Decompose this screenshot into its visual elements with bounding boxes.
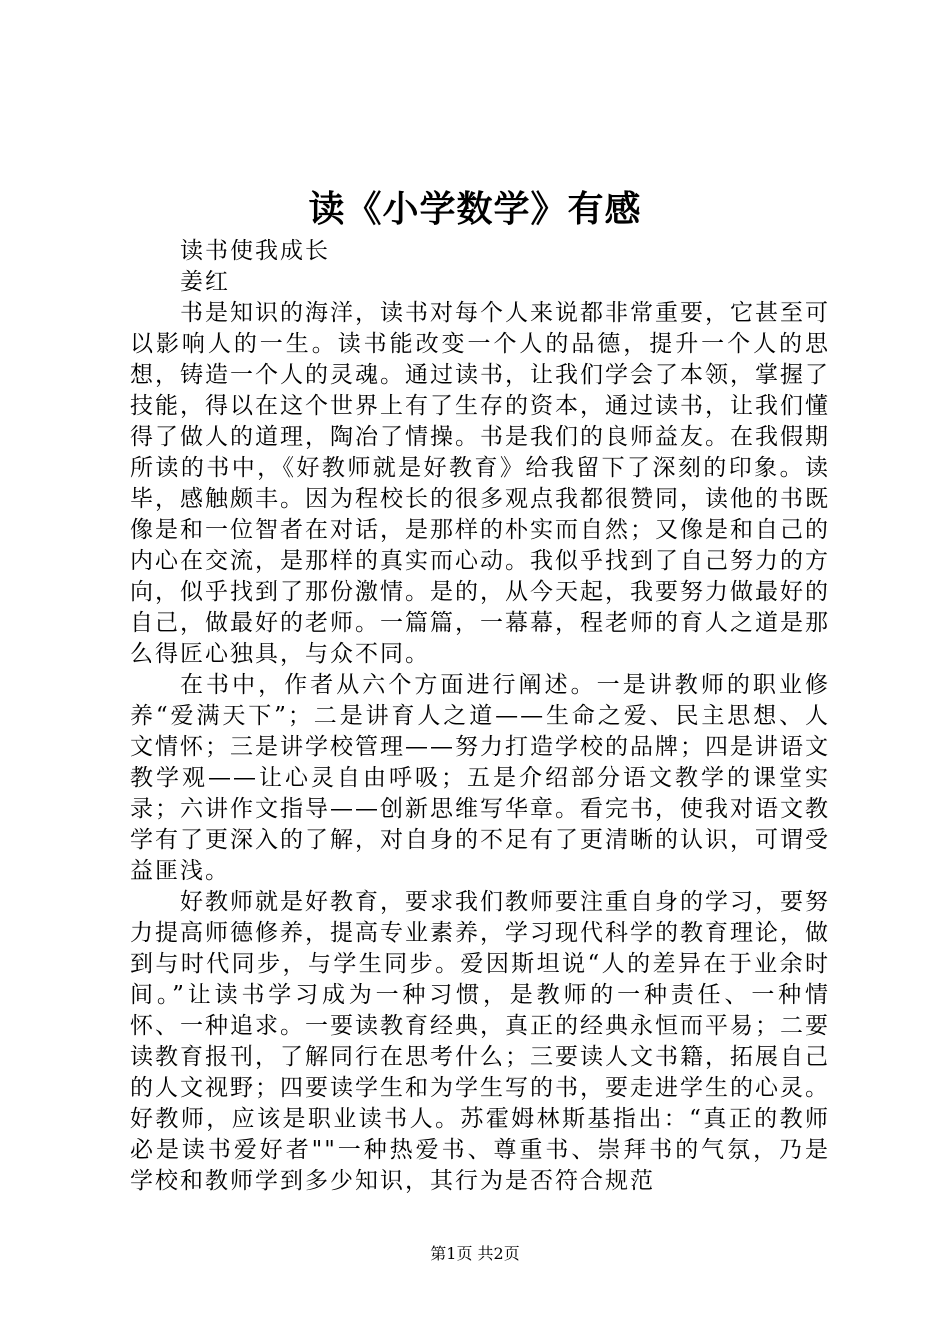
paragraph-1: 书是知识的海洋，读书对每个人来说都非常重要，它甚至可以影响人的一生。读书能改变一个人的品德，提升一个人的思想，铸造一个人的灵魂。通过读书，让我们学会了本领，掌握了技能，得以在这个世界上有了生存的资本，通过读书，让我们懂得了做人的道理，陶冶了情操。书是我们的良师益友。在我假期所读的书中，《好教师就是好教育》给我留下了深刻的印象。读毕，感触颇丰。因为程校长的很多观点我都很赞同，读他的书既像是和一位智者在对话，是那样的朴实而自然；又像是和自己的内心在交流，是那样的真实而心动。我似乎找到了自己努力的方向，似乎找到了那份激情。是的，从今天起，我要努力做最好的自己，做最好的老师。一篇篇，一幕幕，程老师的育人之道是那么得匠心独具，与众不同。 [130,300,830,667]
document-body [130,236,830,1197]
paragraph-2: 在书中，作者从六个方面进行阐述。一是讲教师的职业修养“爱满天下”；二是讲育人之道——生命之爱、民主思想、人文情怀；三是讲学校管理——努力打造学校的品牌；四是讲语文教学观——让心灵自由呼吸；五是介绍部分语文教学的课堂实录；六讲作文指导——创新思维写华章。看完书，使我对语文教学有了更深入的了解，对自身的不足有了更清晰的认识，可谓受益匪浅。 [130,672,830,884]
document-subtitle: 读书使我成长 [180,238,330,264]
paragraph-3: 好教师就是好教育，要求我们教师要注重自身的学习，要努力提高师德修养，提高专业素养，学习现代科学的教育理论，做到与时代同步，与学生同步。爱因斯坦说“人的差异在于业余时间。”让读书学习成为一种习惯，是教师的一种责任、一种情怀、一种追求。一要读教育经典，真正的经典永恒而平易；二要读教育报刊，了解同行在思考什么；三要读人文书籍，拓展自己的人文视野；四要读学生和为学生写的书，要走进学生的心灵。好教师，应该是职业读书人。苏霍姆林斯基指出：“真正的教师必是读书爱好者""一种热爱书、尊重书、崇拜书的气氛，乃是学校和教师学到多少知识，其行为是否符合规范 [130,889,830,1194]
document-title: 读《小学数学》有感 [308,188,642,230]
document-author: 姜红 [180,269,230,295]
page-number-footer: 第1页 共2页 [430,1244,520,1263]
